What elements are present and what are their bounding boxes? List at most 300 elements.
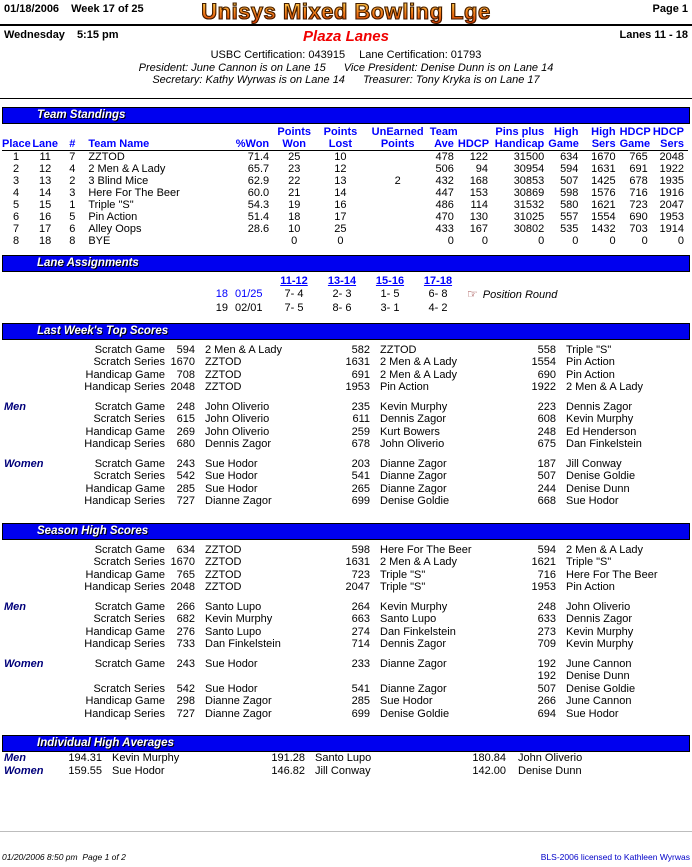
standings-row (2, 175, 688, 187)
footer-page: Page 1 of 2 (82, 852, 126, 862)
score-value: 264 (351, 600, 370, 613)
score-value: 276 (176, 625, 195, 638)
score-category: Scratch Game (94, 400, 165, 413)
standings-row (2, 163, 688, 175)
lane-pairing: 7- 5 (284, 301, 304, 314)
score-value: 2048 (170, 381, 195, 393)
score-name: ZZTOD (205, 581, 242, 593)
standings-cell: 2 (12, 162, 20, 175)
standings-cell: Triple "S" (88, 198, 134, 211)
score-name: Dianne Zagor (205, 495, 272, 507)
standings-header-cell: Team (429, 125, 458, 138)
standings-cell: 557 (560, 210, 579, 223)
score-name: ZZTOD (205, 543, 242, 556)
officers-line-1 (0, 62, 692, 75)
section-bar-high-averages: Individual High Averages (2, 735, 690, 752)
score-row (0, 458, 692, 471)
score-value: 285 (351, 695, 370, 707)
score-name: Santo Lupo (205, 625, 262, 638)
score-name: 2 Men & A Lady (380, 368, 458, 381)
standings-cell: 598 (560, 186, 579, 199)
score-name: 2 Men & A Lady (380, 556, 458, 568)
score-value: 192 (537, 670, 556, 682)
standings-cell: 7 (69, 150, 76, 163)
bowling-center-name: Plaza Lanes (303, 28, 389, 45)
lane-note-spacer (462, 275, 692, 288)
lane-assignments-grid (0, 275, 692, 315)
standings-header-cell: # (60, 138, 84, 151)
score-row (0, 356, 692, 369)
score-name: Denise Goldie (566, 682, 636, 695)
standings-cell: 2048 (659, 150, 684, 163)
score-value (165, 670, 195, 683)
score-value: 244 (537, 482, 556, 495)
standings-cell: Here For The Beer (88, 186, 180, 199)
standings-header-cell: Sers (652, 138, 688, 151)
standings-cell: 60.0 (247, 186, 270, 199)
standings-cell: 432 (435, 174, 454, 187)
score-category: Handicap Series (84, 438, 165, 450)
standings-cell: 14 (334, 186, 347, 199)
score-name: Kevin Murphy (566, 638, 634, 650)
lanes-range-label: Lanes 11 - 18 (619, 29, 688, 41)
score-value: 259 (351, 425, 370, 438)
score-value: 1621 (531, 556, 556, 568)
standings-cell: 0 (641, 234, 648, 247)
standings-cell: 1916 (659, 186, 684, 199)
score-value: 716 (537, 568, 556, 581)
standings-cell: 2 (394, 174, 401, 187)
standings-cell: BYE (88, 234, 111, 247)
standings-header-cell: Won (273, 138, 315, 151)
section-bar-lane-assignments: Lane Assignments (2, 255, 690, 272)
standings-row (2, 150, 688, 163)
secretary-label: Secretary: Kathy Wyrwas is on Lane 14 (152, 74, 345, 86)
score-name: Sue Hodor (380, 695, 433, 707)
standings-cell: 25 (288, 150, 301, 163)
standings-header-cell: HDCP (652, 125, 684, 138)
standings-cell: 62.9 (247, 174, 270, 187)
score-name: Kevin Murphy (566, 625, 634, 638)
average-value: 146.82 (271, 765, 305, 777)
standings-cell: 30954 (513, 162, 545, 175)
score-value: 765 (176, 568, 195, 581)
score-value: 1922 (531, 381, 556, 393)
standings-cell: 765 (629, 150, 648, 163)
certification-line (0, 49, 692, 62)
score-value: 675 (537, 438, 556, 450)
score-name: Here For The Beer (566, 568, 658, 581)
standings-cell: 1554 (591, 210, 616, 223)
score-name: Sue Hodor (205, 482, 258, 495)
score-name: Sue Hodor (205, 470, 258, 482)
average-name: Sue Hodor (112, 765, 165, 777)
score-name: ZZTOD (205, 356, 242, 368)
standings-header-cell: HDCP (458, 138, 492, 151)
position-pointer-icon: ☞ (467, 286, 478, 301)
standings-cell: 1670 (591, 150, 616, 163)
standings-cell: 65.7 (247, 162, 270, 175)
lane-pairing: 4- 2 (428, 301, 448, 314)
score-name: Sue Hodor (205, 457, 258, 470)
standings-cell: 11 (39, 150, 51, 163)
standings-cell (366, 150, 430, 163)
lane-pair-header: 13-14 (327, 274, 357, 287)
standings-row (2, 235, 688, 247)
standings-cell: 1425 (591, 174, 616, 187)
score-name: Kevin Murphy (380, 400, 448, 413)
standings-cell: 31532 (513, 198, 545, 211)
score-category: Scratch Game (94, 657, 165, 670)
center-header-row (0, 26, 692, 44)
standings-header-cell: Lane (30, 138, 60, 151)
gender-label: Men (4, 400, 26, 413)
score-row (0, 369, 692, 382)
score-category: Scratch Series (93, 613, 165, 625)
gender-label: Women (4, 657, 44, 670)
score-value: 598 (351, 543, 370, 556)
standings-cell: Alley Oops (88, 222, 142, 235)
section-bar-season-high: Season High Scores (2, 523, 690, 540)
standings-cell: 0 (481, 234, 489, 247)
standings-header-cell: Sers (582, 138, 619, 151)
date-week-label (4, 3, 179, 15)
score-name: Dennis Zagor (566, 400, 633, 413)
score-category: Scratch Game (94, 457, 165, 470)
lane-certification: Lane Certification: 01793 (359, 49, 482, 61)
score-value: 709 (537, 638, 556, 650)
standings-cell: 30853 (513, 174, 545, 187)
standings-cell (366, 163, 430, 175)
season-high-scores (0, 544, 692, 728)
standings-header-cell: Handicap (492, 138, 548, 151)
score-category: Scratch Game (94, 543, 165, 556)
score-name: Dan Finkelstein (566, 438, 642, 450)
score-name: Pin Action (566, 581, 615, 593)
standings-cell: 3 Blind Mice (88, 174, 149, 187)
standings-header-cell: Ave (430, 138, 458, 151)
lane-pair-header: 17-18 (423, 274, 453, 287)
usbc-certification: USBC Certification: 043915 (210, 49, 346, 61)
score-name: Dianne Zagor (205, 707, 272, 720)
standings-cell: 94 (475, 162, 489, 175)
standings-cell: 716 (629, 186, 648, 199)
average-name: Jill Conway (315, 765, 371, 777)
score-name (195, 670, 340, 683)
standings-cell: 4 (69, 162, 76, 175)
score-category: Scratch Series (93, 556, 165, 568)
score-name: ZZTOD (205, 556, 242, 568)
score-name: 2 Men & A Lady (380, 356, 458, 368)
standings-table (2, 126, 688, 247)
score-name: Pin Action (380, 381, 429, 393)
score-name: Santo Lupo (205, 600, 262, 613)
score-name: Dennis Zagor (380, 413, 447, 425)
score-row (0, 381, 692, 394)
report-date: 01/18/2006 (4, 3, 60, 15)
standings-row (2, 187, 688, 199)
score-name: Jill Conway (566, 457, 622, 470)
score-value: 714 (351, 638, 370, 650)
standings-header-cell: Lost (315, 138, 365, 151)
score-name: John Oliverio (566, 600, 631, 613)
lane-pairing: 6- 8 (428, 287, 448, 300)
score-name: Dianne Zagor (380, 682, 447, 695)
standings-cell (366, 199, 430, 211)
score-value: 1554 (531, 356, 556, 368)
score-row (0, 495, 692, 508)
score-name: Kurt Bowers (380, 425, 440, 438)
standings-header-row (2, 126, 688, 138)
standings-header-cell: Points (277, 125, 312, 138)
standings-cell: 0 (572, 234, 579, 247)
score-value: 1953 (531, 581, 556, 593)
score-category: Scratch Series (93, 682, 165, 695)
score-group (0, 544, 692, 594)
score-value: 727 (176, 495, 195, 507)
standings-cell (366, 187, 430, 199)
gender-label: Men (4, 752, 26, 764)
standings-header-cell: Pins plus (495, 125, 545, 138)
standings-cell: 0 (609, 234, 616, 247)
score-value: 680 (176, 438, 195, 450)
score-category: Handicap Game (85, 482, 165, 495)
lane-pairing: 7- 4 (284, 287, 304, 300)
score-name: Triple "S" (566, 556, 612, 568)
lane-pairing: 8- 6 (332, 301, 352, 314)
lane-pair-header: 15-16 (375, 274, 405, 287)
score-value: 233 (351, 657, 370, 670)
footer-text-row (0, 853, 692, 867)
standings-header-cell: High (553, 125, 579, 138)
score-value: 594 (176, 343, 195, 356)
score-name: John Oliverio (205, 425, 270, 438)
average-name: Santo Lupo (315, 752, 372, 764)
treasurer-label: Treasurer: Tony Kryka is on Lane 17 (362, 74, 540, 86)
score-name: Sue Hodor (205, 682, 258, 695)
standings-cell: 122 (469, 150, 489, 163)
standings-cell: 13 (334, 174, 347, 187)
average-value: 180.84 (472, 752, 506, 764)
score-category: Scratch Series (93, 470, 165, 482)
footer-datetime: 01/20/2006 8:50 pm (2, 852, 78, 862)
score-value: 235 (351, 400, 370, 413)
president-label: President: June Cannon is on Lane 15 (138, 61, 326, 74)
section-bar-last-week: Last Week's Top Scores (2, 323, 690, 340)
score-group (0, 344, 692, 394)
score-name: Dennis Zagor (566, 613, 633, 625)
score-value: 243 (176, 657, 195, 670)
position-round-label: Position Round (482, 288, 558, 301)
average-row (0, 765, 692, 778)
report-footer (0, 831, 692, 867)
standings-cell (233, 235, 273, 247)
standings-header-cell: Game (548, 138, 582, 151)
position-round-note (462, 288, 692, 302)
last-week-scores (0, 344, 692, 515)
standings-cell: 1432 (591, 222, 616, 235)
score-value (340, 670, 370, 683)
lane-week-spacer (0, 275, 228, 288)
standings-cell: 1914 (659, 222, 684, 235)
score-value: 1670 (170, 556, 195, 568)
score-row (0, 695, 692, 708)
standings-cell: 0 (291, 234, 298, 247)
score-name: Dianne Zagor (380, 482, 447, 495)
standings-cell: 1953 (659, 210, 684, 223)
standings-cell: 51.4 (247, 210, 270, 223)
week-date: 02/01 (235, 301, 263, 314)
score-value: 265 (351, 482, 370, 495)
score-value: 682 (176, 613, 195, 625)
standings-cell: 594 (560, 162, 579, 175)
score-value: 694 (537, 707, 556, 720)
score-name: Here For The Beer (380, 543, 472, 556)
lane-pairing: 3- 1 (380, 301, 400, 314)
footer-print-info (2, 853, 126, 862)
score-value: 248 (537, 425, 556, 438)
standings-cell: 13 (39, 174, 52, 187)
day-time-label (4, 29, 179, 41)
standings-cell: 25 (334, 222, 347, 235)
score-name: June Cannon (566, 695, 632, 707)
score-name: Pin Action (566, 368, 615, 381)
score-category: Handicap Series (84, 495, 165, 507)
score-name: Sue Hodor (566, 707, 619, 720)
standings-cell: 3 (12, 174, 20, 187)
footer-license: BLS-2006 licensed to Kathleen Wyrwas (540, 852, 690, 862)
score-row (0, 401, 692, 414)
score-value: 285 (176, 482, 195, 495)
standings-cell (366, 235, 430, 247)
gender-label: Women (4, 765, 44, 777)
standings-cell (366, 223, 430, 235)
average-row (0, 752, 692, 765)
header-divider (0, 98, 692, 99)
standings-cell: 0 (538, 234, 545, 247)
score-category: Handicap Series (84, 581, 165, 593)
day-label: Wednesday (4, 29, 65, 41)
score-name: Triple "S" (566, 343, 612, 356)
score-row (0, 569, 692, 582)
score-value: 248 (537, 600, 556, 613)
score-row (0, 581, 692, 594)
score-value: 733 (176, 638, 195, 650)
score-name: Kevin Murphy (566, 413, 634, 425)
score-name: 2 Men & A Lady (205, 343, 283, 356)
standings-cell: 634 (560, 150, 579, 163)
score-value: 248 (176, 400, 195, 413)
score-name: Sue Hodor (205, 657, 258, 670)
score-name: John Oliverio (205, 400, 270, 413)
score-value: 708 (176, 368, 195, 381)
score-value: 542 (176, 682, 195, 695)
standings-header-cell (458, 126, 492, 138)
score-value: 727 (176, 707, 195, 720)
standings-cell: Pin Action (88, 210, 138, 223)
standings-header-cell: Place (2, 137, 31, 150)
score-row (0, 670, 692, 683)
score-name: Denise Goldie (380, 707, 450, 720)
standings-cell: 433 (435, 222, 454, 235)
score-name: Ed Henderson (566, 425, 637, 438)
standings-cell: 16 (334, 198, 347, 211)
score-value: 611 (352, 413, 370, 425)
standings-cell: 580 (560, 198, 579, 211)
standings-header-cell: Points (366, 138, 430, 151)
standings-cell: 15 (39, 198, 52, 211)
standings-cell: 12 (334, 162, 347, 175)
score-value: 633 (537, 613, 556, 625)
score-name: Denise Dunn (566, 670, 630, 682)
score-value: 1670 (170, 356, 195, 368)
standings-cell: 5 (12, 198, 20, 211)
score-value: 542 (176, 470, 195, 482)
score-name: Denise Goldie (380, 495, 450, 507)
score-value: 668 (537, 495, 556, 507)
score-row (0, 438, 692, 451)
score-row (0, 556, 692, 569)
standings-cell: 7 (12, 222, 20, 235)
score-name: Santo Lupo (380, 613, 437, 625)
standings-header-cell (2, 126, 30, 138)
score-group (0, 401, 692, 451)
week-number: 19 (215, 301, 228, 314)
score-name: Dianne Zagor (380, 457, 447, 470)
score-name: John Oliverio (380, 438, 445, 450)
score-value: 2048 (170, 581, 195, 593)
standings-cell: 18 (288, 210, 301, 223)
standings-cell: 21 (288, 186, 301, 199)
gender-label: Men (4, 600, 26, 613)
standings-cell: 114 (470, 198, 489, 211)
score-name: Kevin Murphy (380, 600, 448, 613)
score-value: 699 (351, 707, 370, 720)
score-name: Sue Hodor (566, 495, 619, 507)
score-value: 507 (537, 470, 556, 482)
score-category: Scratch Series (93, 413, 165, 425)
score-value: 608 (537, 413, 556, 425)
score-value: 699 (351, 495, 370, 507)
average-name: John Oliverio (518, 752, 583, 764)
score-name: Triple "S" (380, 581, 426, 593)
score-name: Dennis Zagor (205, 438, 272, 450)
score-row (0, 626, 692, 639)
score-value: 690 (537, 368, 556, 381)
score-value: 269 (176, 425, 195, 438)
score-name: Dan Finkelstein (205, 638, 281, 650)
standings-cell: 17 (39, 222, 52, 235)
standings-cell: 16 (39, 210, 52, 223)
score-group (0, 658, 692, 721)
average-value: 194.31 (68, 752, 102, 764)
standings-cell: 0 (447, 234, 454, 247)
score-row (0, 544, 692, 557)
standings-row (2, 211, 688, 223)
standings-header-row (2, 138, 688, 151)
score-value: 266 (537, 695, 556, 707)
score-value: 723 (351, 568, 370, 581)
score-value: 615 (176, 413, 195, 425)
average-value: 191.28 (271, 752, 305, 764)
score-row (0, 470, 692, 483)
standings-header-cell: %Won (233, 138, 273, 151)
score-category: Scratch Series (93, 356, 165, 368)
standings-cell: 71.4 (247, 150, 270, 163)
high-averages-list (0, 752, 692, 778)
standings-cell: 703 (629, 222, 648, 235)
score-category: Handicap Game (85, 368, 165, 381)
